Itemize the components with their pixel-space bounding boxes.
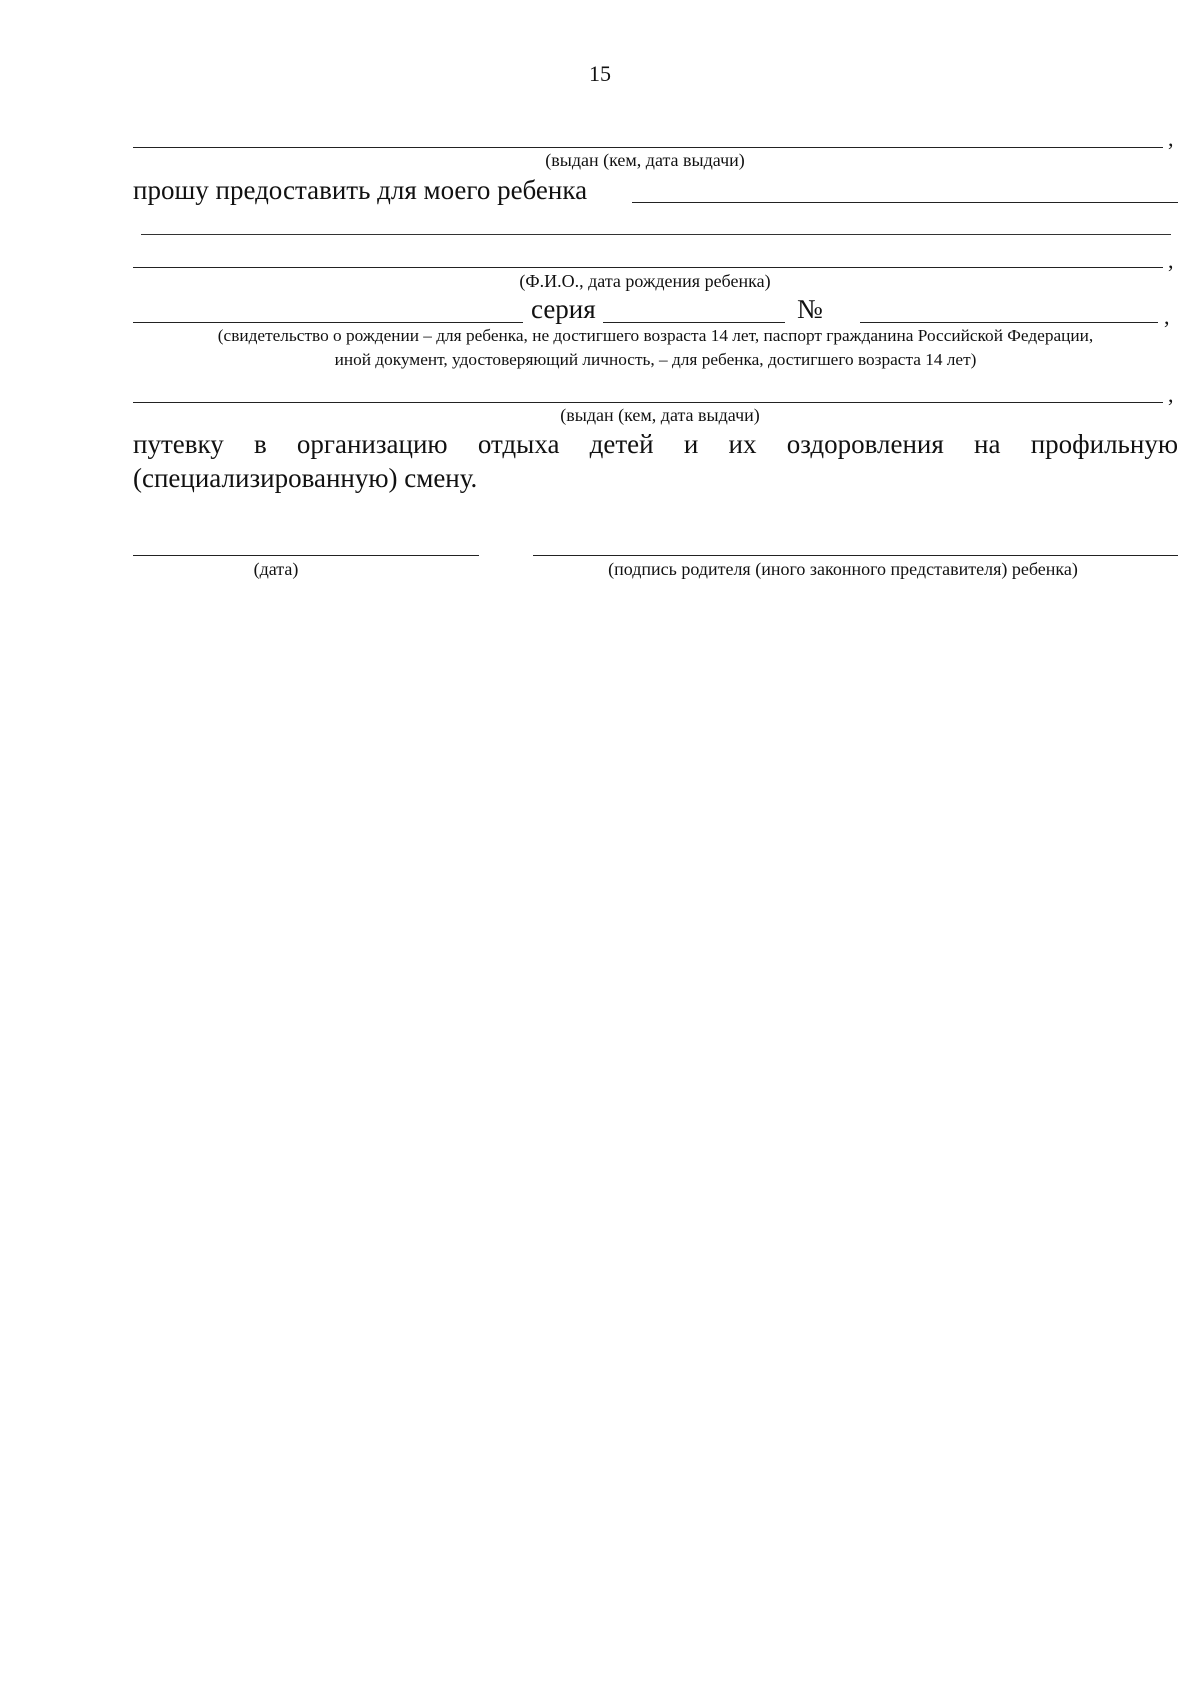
issued-by-caption-1: (выдан (кем, дата выдачи) [545,150,745,170]
child-name-caption: (Ф.И.О., дата рождения ребенка) [519,271,771,291]
issued-by-caption-2: (выдан (кем, дата выдачи) [560,405,760,425]
issued-by-field-line-2[interactable] [133,402,1163,403]
signature-caption: (подпись родителя (иного законного представителя) ребенка) [608,559,1078,579]
child-name-field-line-1[interactable] [632,202,1178,203]
document-caption-line-1: (свидетельство о рождении – для ребенка, не достигшего возраста 14 лет, паспорт гражданина Российской Федерации, [217,326,1094,345]
voucher-text-line-1: путевку в организацию отдыха детей и их оздоровления на профильную [133,429,1178,459]
date-field-line[interactable] [133,555,479,556]
number-label: № [797,294,823,324]
request-lead-text: прошу предоставить для моего ребенка [133,175,588,205]
number-field-line[interactable] [860,322,1158,323]
page-number: 15 [589,61,611,86]
child-name-field-line-3[interactable] [133,267,1163,268]
series-label: серия [531,294,596,324]
voucher-text-line-2: (специализированную) смену. [133,463,478,493]
date-caption: (дата) [253,559,299,579]
document-caption-line-2: иной документ, удостоверяющий личность, – для ребенка, достигшего возраста 14 лет) [334,350,977,369]
issued-by-field-line-1[interactable] [133,147,1163,148]
document-comma: , [1164,304,1170,329]
issued-by-comma-2: , [1168,382,1174,407]
signature-field-line[interactable] [533,555,1178,556]
series-field-line[interactable] [603,322,785,323]
child-name-field-line-2[interactable] [141,234,1171,235]
issued-by-comma-1: , [1168,126,1174,151]
document-type-field-line[interactable] [133,322,523,323]
child-name-comma: , [1168,248,1174,273]
